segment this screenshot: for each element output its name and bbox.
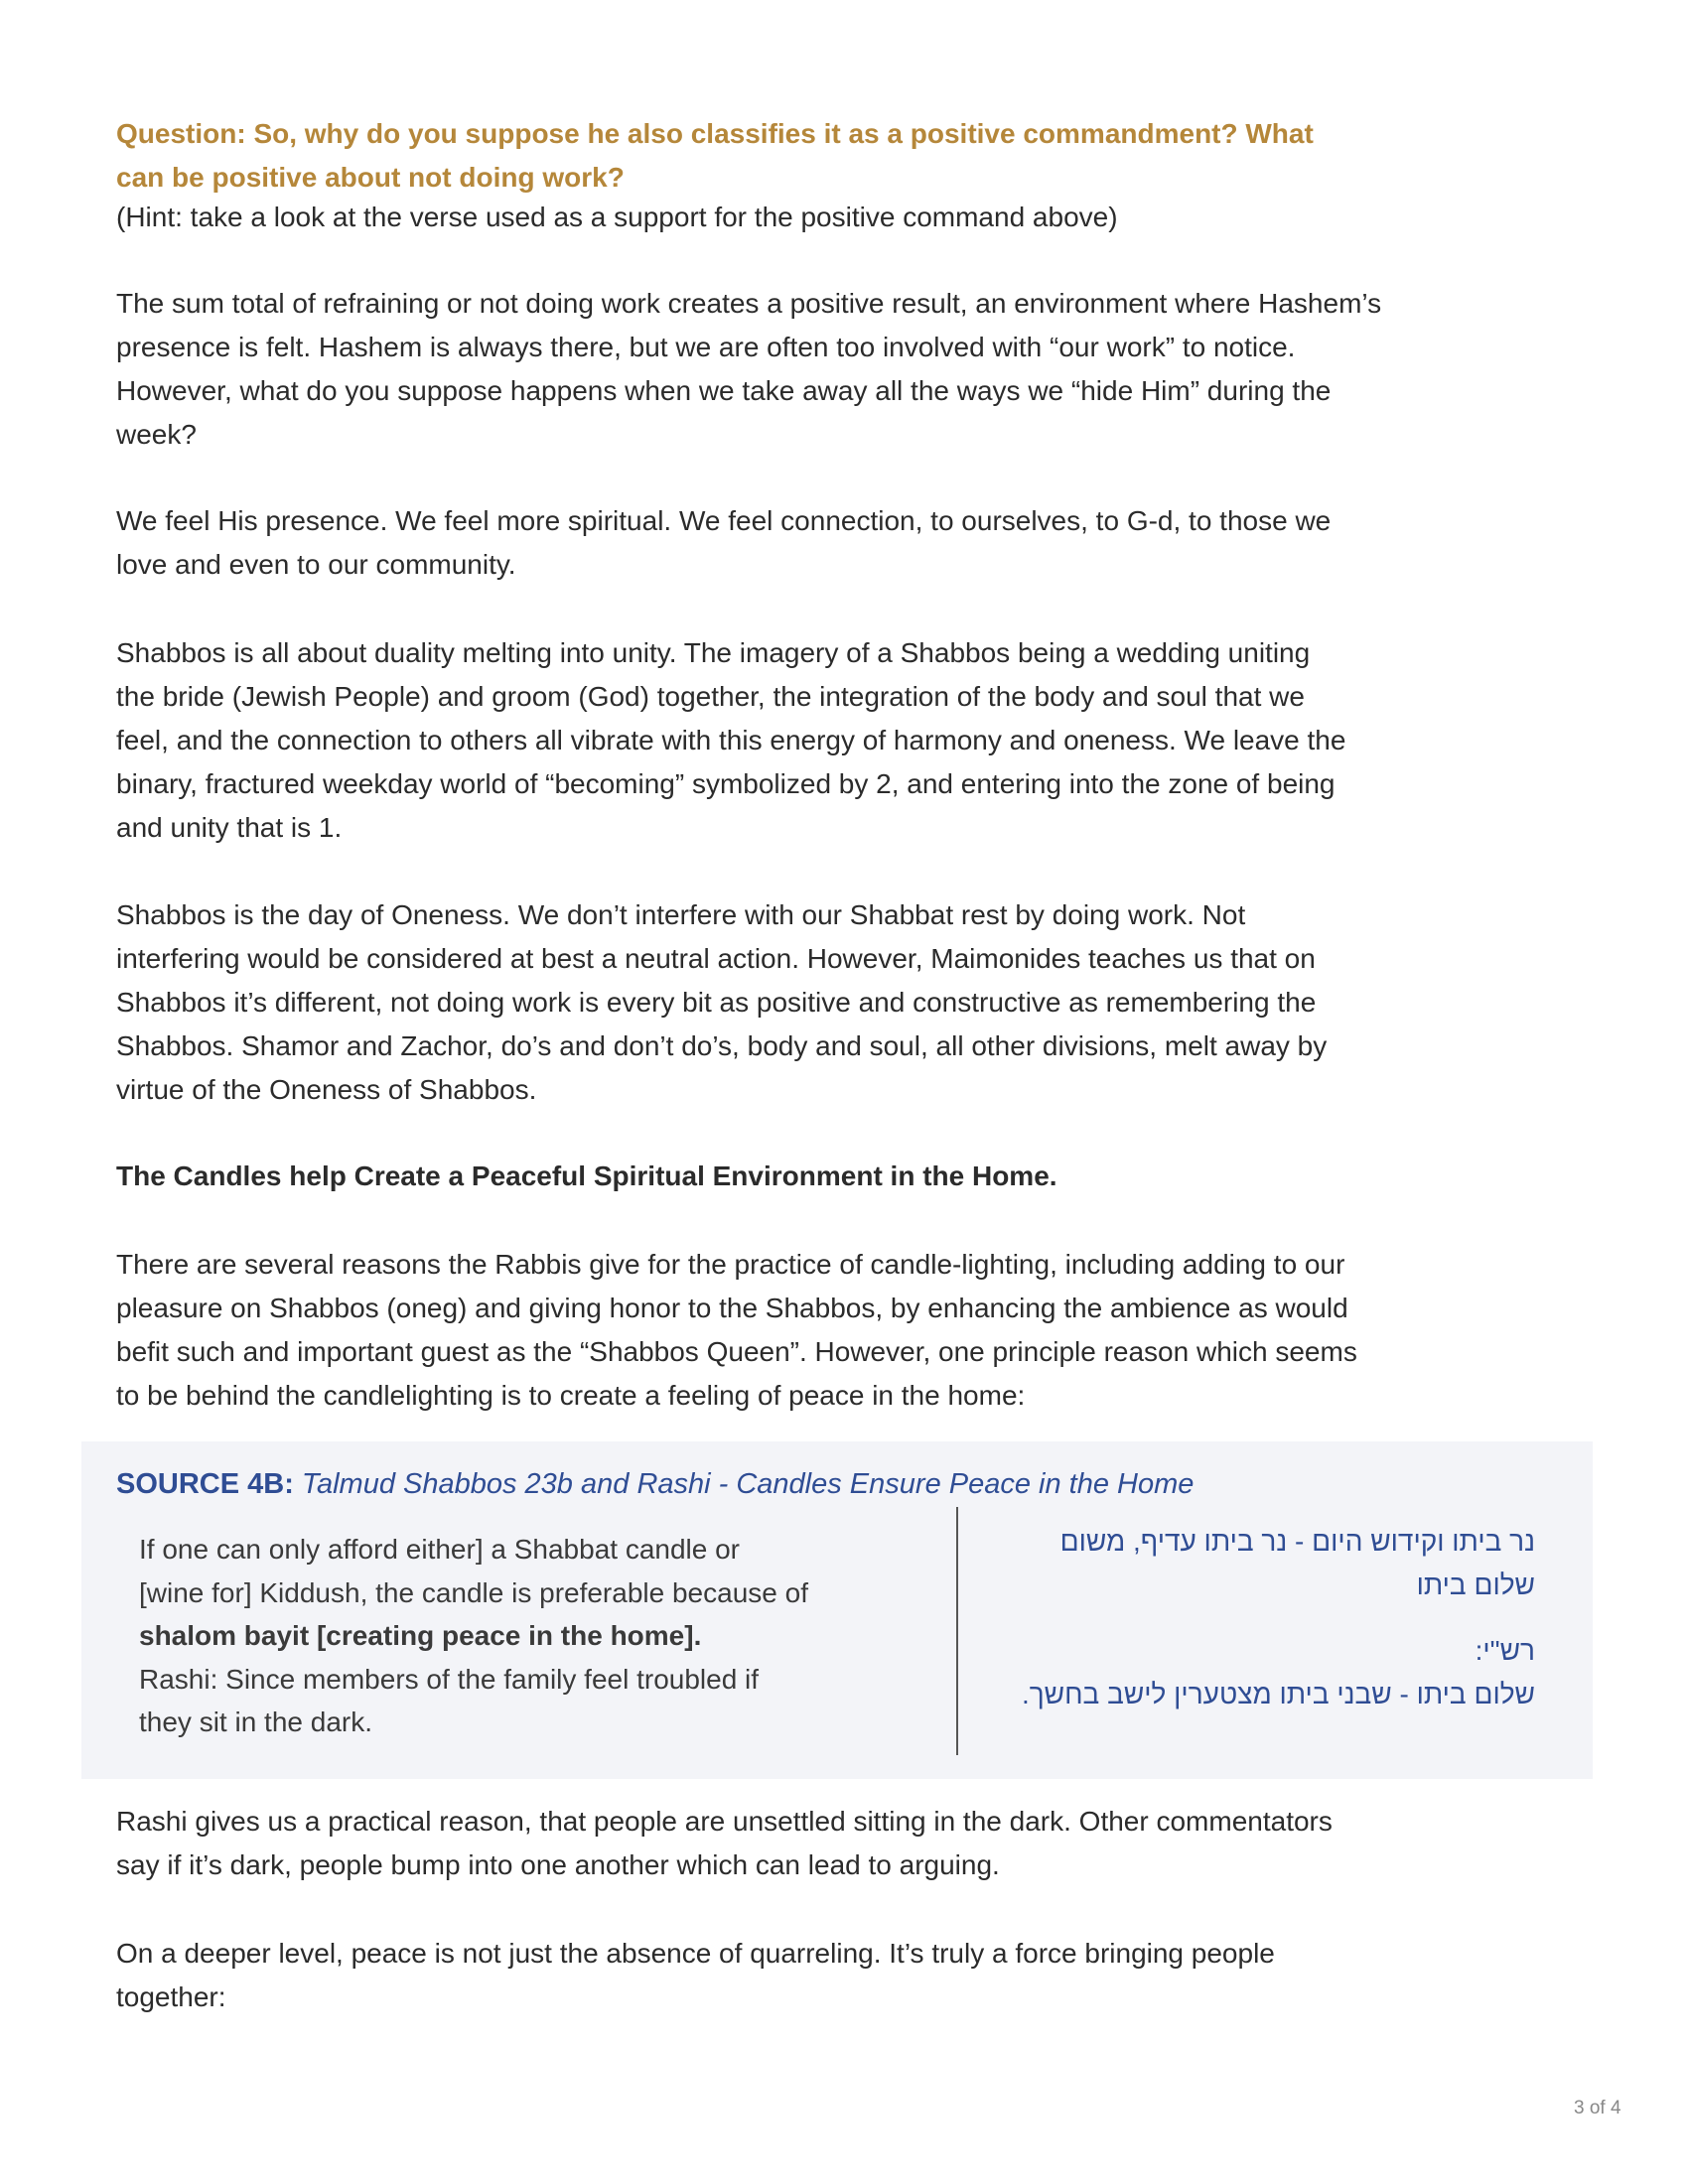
column-divider	[956, 1507, 958, 1755]
text-line: If one can only afford either] a Shabbat candle or	[139, 1534, 741, 1565]
text-line: There are several reasons the Rabbis give for the practice of candle-lighting, including adding to our	[116, 1249, 1345, 1280]
text-line: befit such and important guest as the “Shabbos Queen”. However, one principle reason which seems	[116, 1336, 1357, 1367]
paragraph	[116, 893, 1327, 1112]
text-line: binary, fractured weekday world of “becoming” symbolized by 2, and entering into the zone of being	[116, 768, 1336, 799]
paragraph	[116, 631, 1345, 850]
text-line: Rashi: Since members of the family feel troubled if	[139, 1663, 760, 1695]
text-line: shalom bayit [creating peace in the home].	[139, 1620, 702, 1651]
question-block	[116, 112, 1314, 239]
text-line: We feel His presence. We feel more spiritual. We feel connection, to ourselves, to G-d, to those we	[116, 505, 1332, 536]
text-line: virtue of the Oneness of Shabbos.	[116, 1074, 537, 1105]
paragraph	[116, 1932, 1275, 2019]
text-line: Shabbos is the day of Oneness. We don’t interfere with our Shabbat rest by doing work. Not	[116, 899, 1246, 930]
text-line: Shabbos. Shamor and Zachor, do’s and don’t do’s, body and soul, all other divisions, melt away by	[116, 1030, 1328, 1061]
page-number: 3 of 4	[1574, 2098, 1621, 2118]
text-line: שלום ביתו - שבני ביתו מצטערין לישב בחשך.	[1021, 1679, 1535, 1709]
section-heading: The Candles help Create a Peaceful Spiritual Environment in the Home.	[116, 1160, 1057, 1191]
question-line: Question: So, why do you suppose he also classifies it as a positive commandment? What	[116, 118, 1314, 149]
text-line: נר ביתו וקידוש היום - נר ביתו עדיף, משום	[1059, 1526, 1535, 1557]
paragraph	[116, 499, 1331, 587]
text-line: love and even to our community.	[116, 549, 516, 580]
text-line: pleasure on Shabbos (oneg) and giving honor to the Shabbos, by enhancing the ambience as would	[116, 1293, 1348, 1323]
hint-text: (Hint: take a look at the verse used as a support for the positive command above)	[116, 202, 1118, 232]
text-line: say if it’s dark, people bump into one another which can lead to arguing.	[116, 1849, 1000, 1880]
text-line: Shabbos it’s different, not doing work is every bit as positive and constructive as remembering the	[116, 987, 1317, 1018]
text-line: רש"י:	[1475, 1635, 1535, 1666]
text-line: שלום ביתו	[1416, 1570, 1535, 1600]
text-line: together:	[116, 1981, 226, 2012]
text-line: presence is felt. Hashem is always there, but we are often too involved with “our work” to notice.	[116, 332, 1296, 362]
source-label: SOURCE 4B:	[116, 1468, 294, 1500]
source-title	[116, 1464, 1194, 1504]
text-line: Rashi gives us a practical reason, that people are unsettled sitting in the dark. Other commentators	[116, 1806, 1333, 1837]
source-english	[139, 1528, 808, 1744]
source-hebrew	[979, 1520, 1535, 1716]
paragraph	[116, 282, 1381, 457]
text-line: interfering would be considered at best a neutral action. However, Maimonides teaches us that on	[116, 943, 1316, 974]
source-citation: Talmud Shabbos 23b and Rashi - Candles Ensure Peace in the Home	[293, 1468, 1195, 1500]
text-line: The sum total of refraining or not doing work creates a positive result, an environment where Hashem’s	[116, 288, 1382, 319]
text-line: feel, and the connection to others all vibrate with this energy of harmony and oneness. We leave the	[116, 725, 1346, 755]
source-box	[81, 1441, 1593, 1779]
paragraph	[116, 1243, 1357, 1418]
text-line: week?	[116, 419, 197, 450]
text-line: On a deeper level, peace is not just the absence of quarreling. It’s truly a force bringing people	[116, 1938, 1275, 1969]
text-line: However, what do you suppose happens when we take away all the ways we “hide Him” during the	[116, 375, 1332, 406]
text-line: [wine for] Kiddush, the candle is preferable because of	[139, 1576, 808, 1608]
text-line: they sit in the dark.	[139, 1706, 373, 1737]
text-line: and unity that is 1.	[116, 812, 343, 843]
paragraph	[116, 1800, 1333, 1887]
text-line: the bride (Jewish People) and groom (God) together, the integration of the body and soul that we	[116, 681, 1305, 712]
text-line: Shabbos is all about duality melting into unity. The imagery of a Shabbos being a wedding uniting	[116, 637, 1311, 668]
text-line: to be behind the candlelighting is to create a feeling of peace in the home:	[116, 1380, 1026, 1411]
question-line: can be positive about not doing work?	[116, 162, 625, 193]
